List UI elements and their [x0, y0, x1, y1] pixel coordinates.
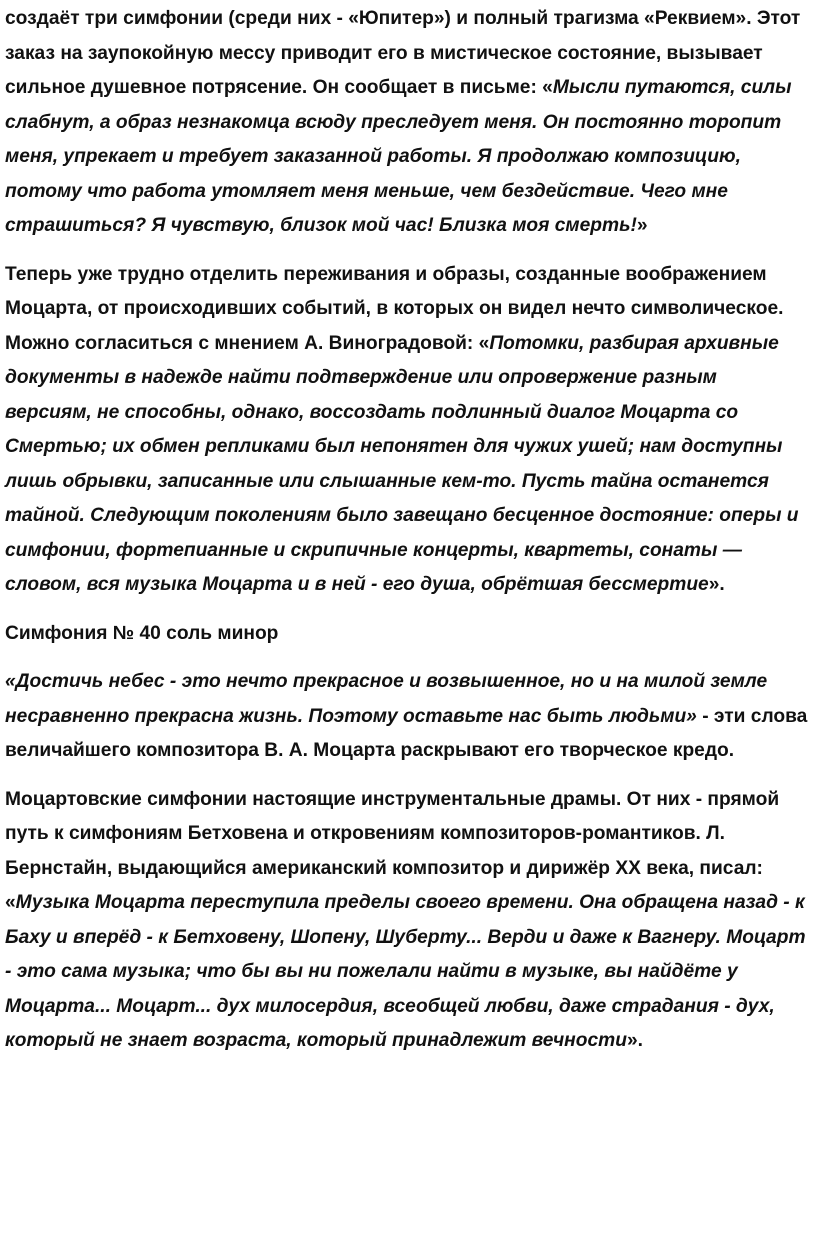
paragraph-text: - эти слова величайшего композитора В. А. Моцарта раскрывают его творческое кредо.	[5, 705, 808, 761]
vinogradova-quote: Потомки, разбирая архивные документы в надежде найти подтверждение или опровержение разным версиям, не способны, однако, воссоздать подлинный диалог Моцарта со Смертью; их обмен репликами был непонятен для чужих ушей; нам доступны лишь обрывки, записанные или слышанные кем-то. Пусть тайна останется тайной. Следующим поколениям было завещано бесценное достояние: оперы и симфонии, фортепианные и скрипичные концерты, квартеты, сонаты — словом, вся музыка Моцарта и в ней - его душа, обрётшая бессмертие	[5, 332, 799, 595]
section-heading: Симфония № 40 соль минор	[5, 622, 279, 644]
paragraph-text: Теперь уже трудно отделить переживания и образы, созданные воображением Моцарта, от происходивших событий, в которых он видел нечто символическое. Можно согласиться с мнением А. Виноградовой: «	[5, 263, 784, 354]
paragraph-bernstein	[5, 783, 808, 1059]
paragraph-vinogradova	[5, 258, 808, 603]
quote-close: »	[636, 215, 648, 236]
quote-close: ».	[626, 1030, 643, 1051]
paragraph-requiem-letter	[5, 2, 808, 244]
paragraph-credo	[5, 665, 808, 769]
mozart-quote: «Достичь небес - это нечто прекрасное и возвышенное, но и на милой земле несравненно прекрасна жизнь. Поэтому оставьте нас быть людьми»	[5, 671, 768, 727]
paragraph-text: создаёт три симфонии (среди них - «Юпитер») и полный трагизма «Реквием». Этот заказ на заупокойную мессу приводит его в мистическое состояние, вызывает сильное душевное потрясение. Он сообщает в письме: «	[5, 8, 801, 98]
letter-quote: Мысли путаются, силы слабнут, а образ незнакомца всюду преследует меня. Он постоянно торопит меня, упрекает и требует заказанной работы. Я продолжаю композицию, потому что работа утомляет меня меньше, чем бездействие. Чего мне страшиться? Я чувствую, близок мой час! Близка моя смерть!	[5, 77, 792, 236]
quote-close: ».	[708, 574, 725, 595]
paragraph-text: Моцартовские симфонии настоящие инструментальные драмы. От них - прямой путь к симфониям Бетховена и откровениям композиторов-романтиков. Л. Бернстайн, выдающийся американский композитор и дирижёр XX века, писал: «	[5, 788, 780, 913]
bernstein-quote: Музыка Моцарта переступила пределы своего времени. Она обращена назад - к Баху и вперёд - к Бетховену, Шопену, Шуберту... Верди и даже к Вагнеру. Моцарт - это сама музыка; что бы вы ни пожелали найти в музыке, вы найдёте у Моцарта... Моцарт... дух милосердия, всеобщей любви, даже страдания - дух, который не знает возраста, который принадлежит вечности	[5, 892, 806, 1051]
